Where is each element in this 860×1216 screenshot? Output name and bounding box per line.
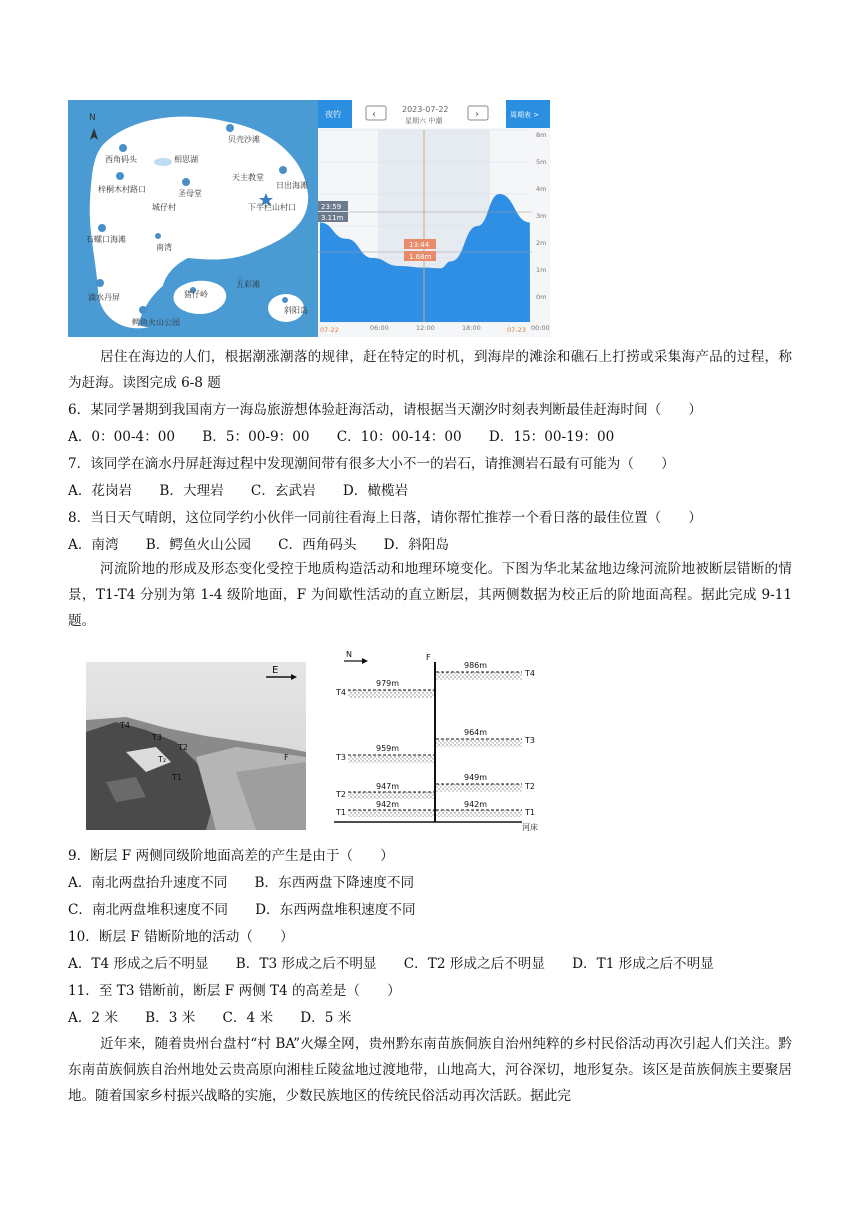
place-label: 城仔村 <box>152 203 176 212</box>
x-tick-label: 07-23 <box>507 326 526 334</box>
y-tick-label: 3m <box>536 212 547 220</box>
place-label: 猪仔岭 <box>184 290 208 299</box>
place-label: 西角码头 <box>105 155 137 164</box>
left-terrace-label: T4 <box>336 688 346 697</box>
marker-low-value: 1.68m <box>409 253 432 261</box>
question-7: 7．该同学在滴水丹屏赶海过程中发现潮间带有很多大小不一的岩石，请推测岩石最有可能为（ ） <box>68 456 675 472</box>
place-label: 贝壳沙滩 <box>228 135 260 144</box>
place-label: 斜阳岛 <box>284 306 308 315</box>
photo-label: T1 <box>172 773 182 782</box>
chevron-right-icon: › <box>475 109 479 120</box>
left-terrace-height: 942m <box>376 800 400 809</box>
right-terrace-height: 964m <box>464 728 488 737</box>
left-terrace-label: T1 <box>336 808 346 817</box>
y-tick-label: 1m <box>536 266 547 274</box>
question-7-options: A．花岗岩 B．大理岩 C．玄武岩 D．橄榄岩 <box>68 483 409 499</box>
x-tick-label: 07-22 <box>320 326 339 334</box>
fault-label: F <box>426 653 431 662</box>
tide-table-label: 周期表 > <box>510 111 540 119</box>
terrace-diagram <box>334 648 548 838</box>
photo-label: T2 <box>178 743 188 752</box>
right-terrace-label: T2 <box>525 782 535 791</box>
intro-paragraph-3: 近年来，随着贵州台盘村“村 BA”火爆全网，贵州黔东南苗族侗族自治州纯粹的乡村民俗活动再次引起人们关注。黔东南苗族侗族自治州地处云贵高原向湘桂丘陵盆地过渡地带，山地高大，河谷深切，地形复杂。该区是苗族侗族主要聚居地。随着国家乡村振兴战略的实施，少数民族地区的传统民俗活动再次活跃。据此完 <box>68 1036 792 1104</box>
place-label: 天主教堂 <box>232 173 264 182</box>
left-terrace-height: 959m <box>376 744 400 753</box>
place-label: 五彩滩 <box>236 280 260 289</box>
photo-label: T4 <box>120 721 130 730</box>
question-8: 8．当日天气晴朗，这位同学约小伙伴一同前往看海上日落，请你帮忙推荐一个看日落的最佳位置（ ） <box>68 510 702 526</box>
left-terrace-label: T3 <box>336 753 346 762</box>
y-tick-label: 8m <box>536 131 547 139</box>
place-label: 日出海滩 <box>276 181 308 190</box>
right-terrace-label: T3 <box>525 736 535 745</box>
marker-high-value: 3.11m <box>321 214 344 222</box>
photo-label: T3 <box>152 733 162 742</box>
north-arrow-icon <box>362 658 368 664</box>
svg-text:T₂: T₂ <box>158 755 167 764</box>
left-terrace-height: 947m <box>376 782 400 791</box>
y-tick-label: 0m <box>536 293 547 301</box>
chevron-left-icon: ‹ <box>372 109 376 120</box>
place-label: 梓桐木村路口 <box>98 185 146 194</box>
question-9-options-2: C．南北两盘堆积速度不同 D．东西两盘堆积速度不同 <box>68 902 416 918</box>
question-11: 11．至 T3 错断前，断层 F 两侧 T4 的高差是（ ） <box>68 983 401 999</box>
x-tick-label: 00:00 <box>531 324 550 332</box>
tide-date: 2023-07-22 <box>402 105 449 114</box>
question-6: 6．某同学暑期到我国南方一海岛旅游想体验赶海活动，请根据当天潮汐时刻表判断最佳赶海时间（ ） <box>68 402 702 418</box>
terrace-north-label: N <box>346 650 352 659</box>
terrace-photo <box>86 662 306 830</box>
river-label: 河床 <box>522 823 538 832</box>
photo-label: F <box>284 753 289 762</box>
night-fishing-label: 夜钓 <box>325 110 341 119</box>
x-tick-label: 06:00 <box>370 324 389 332</box>
intro-paragraph: 居住在海边的人们，根据潮涨潮落的规律，赶在特定的时机，到海岸的滩涂和礁石上打捞或采集海产品的过程，称为赶海。读图完成 6-8 题 <box>68 349 792 391</box>
marker-low-time: 13:44 <box>409 241 430 249</box>
x-tick-label: 12:00 <box>416 324 435 332</box>
y-tick-label: 4m <box>536 185 547 193</box>
right-terrace-height: 986m <box>464 661 488 670</box>
y-tick-label: 2m <box>536 239 547 247</box>
right-terrace-label: T4 <box>525 669 535 678</box>
map-north-label: N <box>89 113 96 123</box>
question-9: 9．断层 F 两侧同级阶地面高差的产生是由于（ ） <box>68 848 394 864</box>
question-11-options: A．2 米 B．3 米 C．4 米 D．5 米 <box>68 1010 352 1026</box>
tide-subtitle: 星期六 中潮 <box>405 117 443 125</box>
left-terrace-height: 979m <box>376 679 400 688</box>
question-10-options: A．T4 形成之后不明显 B．T3 形成之后不明显 C．T2 形成之后不明显 D．T1 形成之后不明显 <box>68 956 714 972</box>
island-map <box>68 100 318 337</box>
right-terrace-label: T1 <box>525 808 535 817</box>
place-label: 相思湖 <box>174 155 198 164</box>
place-label: 南湾 <box>156 243 172 252</box>
place-label: 滴水丹屏 <box>88 293 120 302</box>
place-label: 石螺口海滩 <box>86 235 126 244</box>
intro-paragraph-2: 河流阶地的形成及形态变化受控于地质构造活动和地理环境变化。下图为华北某盆地边缘河流阶地被断层错断的情景，T1-T4 分别为第 1-4 级阶地面，F 为间歇性活动的直立断层，其两侧数据为校正后的阶地面高程。据此完成 9-11 题。 <box>68 561 792 629</box>
right-terrace-height: 949m <box>464 773 488 782</box>
place-label: 圣母堂 <box>178 189 202 198</box>
question-8-options: A．南湾 B．鳄鱼火山公园 C．西角码头 D．斜阳岛 <box>68 537 449 553</box>
right-terrace-height: 942m <box>464 800 488 809</box>
marker-high-time: 23:59 <box>321 203 342 211</box>
left-terrace-label: T2 <box>336 790 346 799</box>
x-tick-label: 18:00 <box>462 324 481 332</box>
question-9-options-1: A．南北两盘抬升速度不同 B．东西两盘下降速度不同 <box>68 875 415 891</box>
place-label: 下牛栏山村口 <box>248 203 296 212</box>
question-6-options: A．0：00-4：00 B．5：00-9：00 C．10：00-14：00 D．15：00-19：00 <box>68 429 615 445</box>
photo-arrow-label: E <box>272 665 279 676</box>
y-tick-label: 5m <box>536 158 547 166</box>
question-10: 10．断层 F 错断阶地的活动（ ） <box>68 929 294 945</box>
place-label: 鳄鱼火山公园 <box>132 318 180 327</box>
tide-chart <box>318 100 550 337</box>
